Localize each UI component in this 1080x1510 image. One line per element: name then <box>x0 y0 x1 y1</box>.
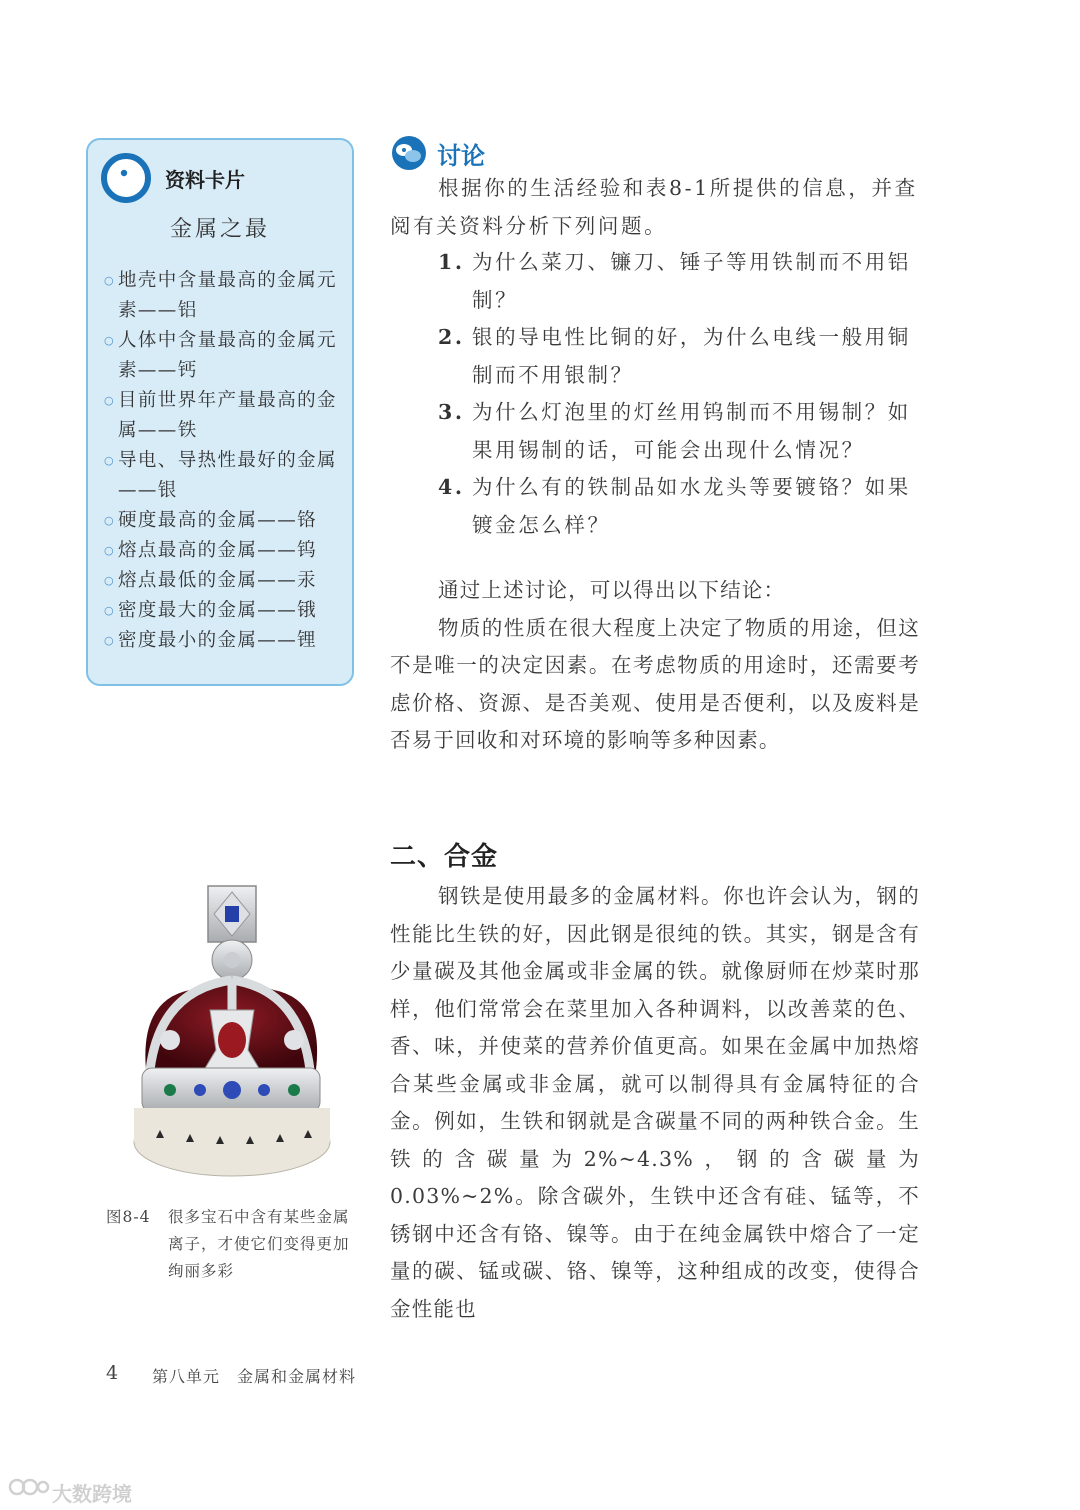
bullet-icon: ○ <box>104 274 115 287</box>
section-heading: 二、合金 <box>390 842 499 872</box>
watermark-logo-icon <box>8 1474 50 1500</box>
conclusion-text: 物质的性质在很大程度上决定了物质的用途，但这不是唯一的决定因素。在考虑物质的用途时，还需要考虑价格、资源、是否美观、使用是否便利，以及废料是否易于回收和对环境的影响等多种因素。 <box>390 615 920 752</box>
list-item: ○ 硬度最高的金属——铬 <box>104 506 344 536</box>
discussion-intro: 根据你的生活经验和表8-1所提供的信息，并查阅有关资料分析下列问题。 <box>390 176 918 238</box>
list-item: ○ 熔点最低的金属——汞 <box>104 566 344 596</box>
figure-number: 图8-4 <box>106 1208 151 1226</box>
list-item: 1. 为什么菜刀、镰刀、锤子等用铁制而不用铝制？ <box>438 250 911 312</box>
figure-caption <box>106 1204 358 1285</box>
list-item: 4. 为什么有的铁制品如水龙头等要镀铬？如果镀金怎么样？ <box>438 475 911 537</box>
list-item: ○ 密度最大的金属——锇 <box>104 596 344 626</box>
bullet-icon: ○ <box>104 454 115 467</box>
list-item: ○ 人体中含量最高的金属元素——钙 <box>104 326 344 386</box>
info-card-title: 资料卡片 <box>165 168 245 192</box>
list-item: 3. 为什么灯泡里的灯丝用钨制而不用锡制？如果用锡制的话，可能会出现什么情况？ <box>438 400 911 462</box>
conclusion <box>390 572 920 760</box>
list-item: ○ 目前世界年产量最高的金属——铁 <box>104 386 344 446</box>
discussion-title: 讨论 <box>437 142 485 170</box>
discussion-icon <box>390 134 428 172</box>
list-item: ○ 导电、导热性最好的金属——银 <box>104 446 344 506</box>
info-card-icon <box>100 152 152 204</box>
metal-facts-list <box>104 266 344 656</box>
list-item: ○ 密度最小的金属——锂 <box>104 626 344 656</box>
bullet-icon: ○ <box>104 514 115 527</box>
bullet-icon: ○ <box>104 574 115 587</box>
conclusion-lead: 通过上述讨论，可以得出以下结论： <box>438 578 786 602</box>
crown-illustration <box>120 880 340 1190</box>
bullet-icon: ○ <box>104 544 115 557</box>
info-card-subtitle: 金属之最 <box>170 217 271 242</box>
bullet-icon: ○ <box>104 604 115 617</box>
list-item: 2. 银的导电性比铜的好，为什么电线一般用铜制而不用银制？ <box>438 325 911 387</box>
discussion-questions <box>438 244 920 544</box>
watermark-text: 大数跨境 <box>52 1482 132 1506</box>
page-number: 4 <box>106 1362 119 1384</box>
bullet-icon: ○ <box>104 334 115 347</box>
list-item: ○ 熔点最高的金属——钨 <box>104 536 344 566</box>
running-title: 第八单元 金属和金属材料 <box>152 1367 357 1386</box>
bullet-icon: ○ <box>104 634 115 647</box>
list-item: ○ 地壳中含量最高的金属元素——铝 <box>104 266 344 326</box>
figure-caption-text: 很多宝石中含有某些金属离子，才使它们变得更加绚丽多彩 <box>168 1208 350 1280</box>
bullet-icon: ○ <box>104 394 115 407</box>
alloy-paragraph: 钢铁是使用最多的金属材料。你也许会认为，钢的性能比生铁的好，因此钢是很纯的铁。其实，钢是含有少量碳及其他金属或非金属的铁。就像厨师在炒菜时那样，他们常常会在菜里加入各种调料，以改善菜的色、香、味，并使菜的营养价值更高。如果在金属中加热熔合某些金属或非金属，就可以制得具有金属特征的合金。例如，生铁和钢就是含碳量不同的两种铁合金。生铁的含碳量为2%~4.3%，钢的含碳量为0.03%~2%。除含碳外，生铁中还含有硅、锰等，不锈钢中还含有铬、镍等。由于在纯金属铁中熔合了一定量的碳、锰或碳、铬、镍等，这种组成的改变，使得合金性能也 <box>390 884 920 1321</box>
